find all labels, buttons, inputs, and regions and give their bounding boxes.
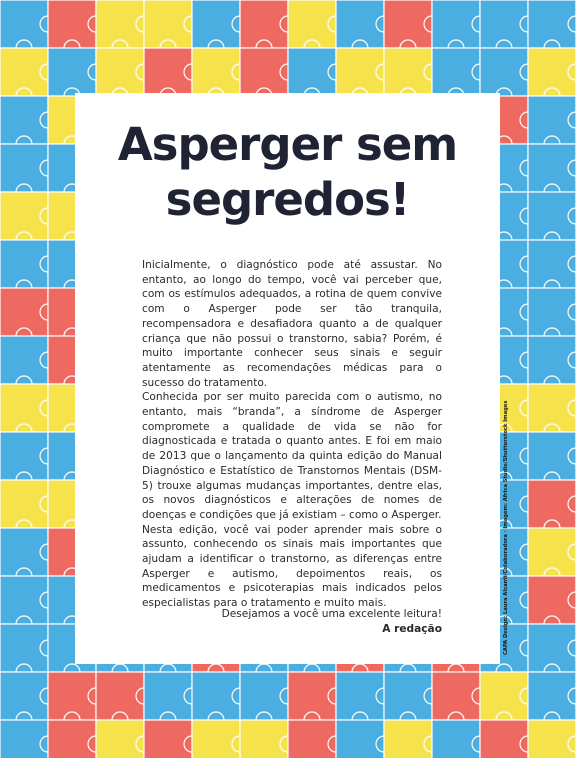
puzzle-piece [0,720,48,758]
closing-wish: Desejamos a você uma excelente leitura! [221,608,442,620]
page-title [75,117,500,227]
puzzle-piece [480,720,528,758]
puzzle-piece [336,720,384,758]
paragraph-3: Nesta edição, você vai poder aprender mais sobre o assunto, conhecendo os sinais mais importantes que ajudam a identificar o transtorno, as diferenças entre Asperger e autismo, depoimentos reais, os medicamentos e psicoterapias mais indicados pelos especialistas para o tratamento e muito mais. [142,523,442,610]
signature: A redação [382,622,442,635]
puzzle-piece [144,720,192,758]
puzzle-piece [240,720,288,758]
title-line-1: Asperger sem [117,118,458,171]
puzzle-piece [384,720,432,758]
puzzle-piece [528,720,576,758]
puzzle-piece [288,720,336,758]
paragraph-2: Conhecida por ser muito parecida com o autismo, no entanto, mais “branda”, a síndrome de Asperger compromete a qualidade de vida se não for diagnosticada e tratada o quanto antes. E foi em maio de 2013 que o lançamento da quinta edição do Manual Diagnóstico e Estatístico de Transtornos Mentais (DSM-5) trouxe algumas mudanças importantes, dentre elas, os novos diagnósticos e alterações de nomes de doenças e condições que já existiam – como o Asperger. [142,391,442,521]
paragraph-1: Inicialmente, o diagnóstico pode até assustar. No entanto, ao longo do tempo, você vai perceber que, com os estímulos adequados, a rotina de quem convive com o Asperger pode ser tão tranquila, recompensadora e desafiadora quanto a de qualquer criança que não possui o transtorno, sabia? Porém, é muito importante conhecer seus sinais e seguir atentamente as recomendações médicas para o sucesso do tratamento. [142,259,442,389]
puzzle-piece [432,720,480,758]
puzzle-piece [48,720,96,758]
content-card [75,93,500,664]
puzzle-piece [192,720,240,758]
editorial-body [142,258,442,611]
title-line-2: segredos! [165,173,410,226]
closing-block [122,607,442,636]
photo-credit: CAPA Design: Laura Alcanti/Colaboradora · Imagem: Africa Studio/Shutterstock Images [503,400,509,655]
puzzle-piece [96,720,144,758]
